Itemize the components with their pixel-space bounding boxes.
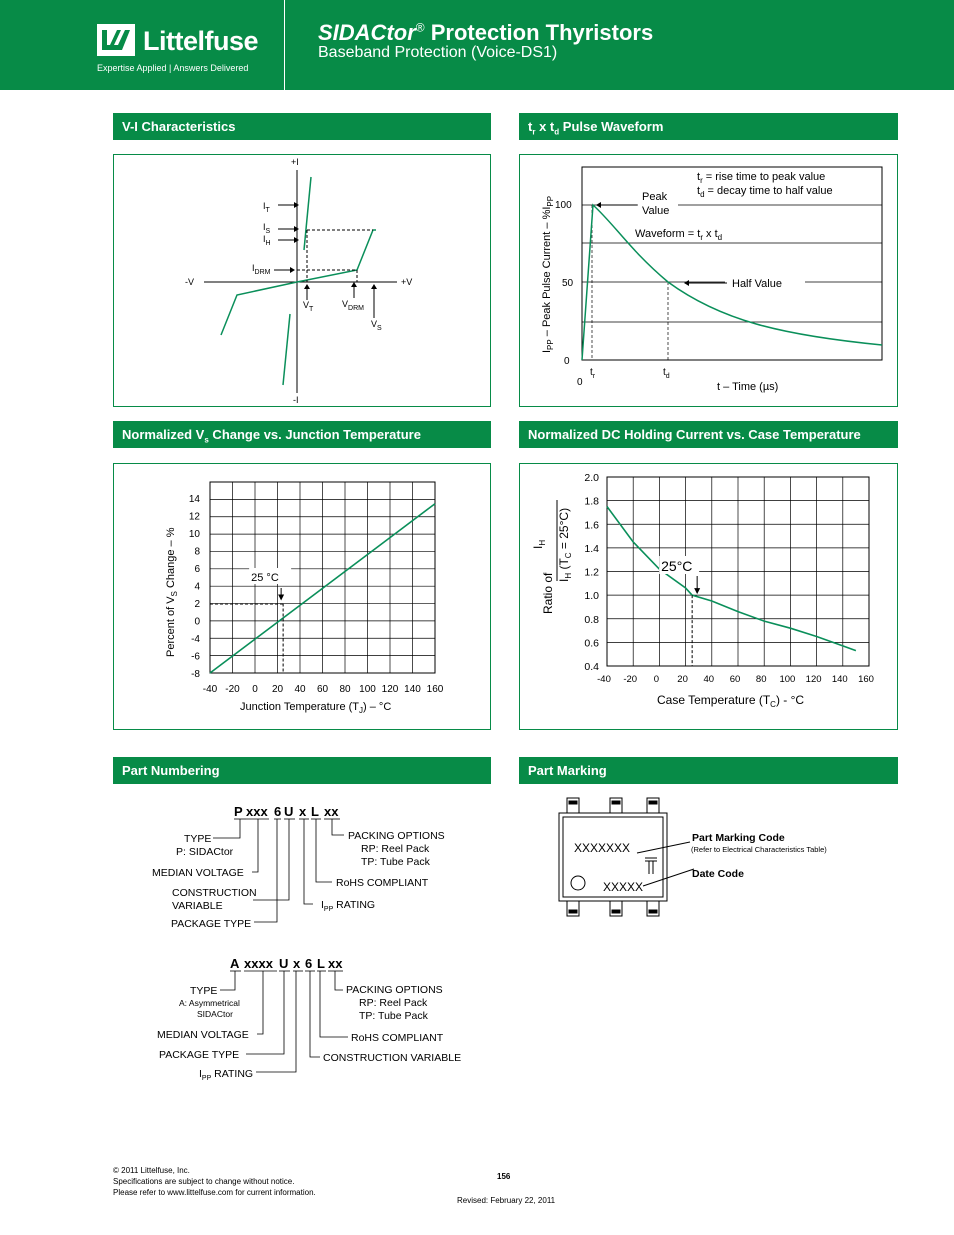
pn1-ipp-sub: PP xyxy=(323,906,334,913)
vi-minus-i: -I xyxy=(293,395,299,405)
registered-mark: ® xyxy=(415,20,425,35)
vs-xtick-label: 160 xyxy=(426,684,444,695)
pn2-rohs-code: L xyxy=(317,956,325,971)
footer-copyright: © 2011 Littelfuse, Inc. xyxy=(113,1166,190,1175)
hold-ytick-label: 1.8 xyxy=(584,495,599,508)
vs-xlabel-rest: ) – °C xyxy=(363,701,392,713)
hold-ylabel-den-rest: (T xyxy=(557,558,571,573)
vs-ylabel-sub: S xyxy=(170,591,179,597)
pulse-waveform-sub-r: r xyxy=(700,233,703,242)
hold-xtick-label: 100 xyxy=(779,674,796,685)
hold-ytick-label: 1.6 xyxy=(584,519,599,532)
vi-panel xyxy=(113,154,491,407)
pn1-packing-label: PACKING OPTIONS xyxy=(348,830,445,842)
pulse-sub-d: d xyxy=(554,127,560,137)
hold-ylabel-num xyxy=(531,540,547,549)
pn1-rp: RP: Reel Pack xyxy=(361,843,430,855)
pn1-voltage-code: xxx xyxy=(246,804,268,819)
hold-xtick-label: 20 xyxy=(677,674,688,685)
pulse-ytick-50: 50 xyxy=(562,278,574,289)
pulse-legend-2 xyxy=(697,185,833,199)
pulse-t: t xyxy=(528,119,533,134)
vs-xtick-label: 40 xyxy=(294,684,306,695)
pn2-ipp-i: I xyxy=(199,1068,202,1080)
title-italic: SIDACtor xyxy=(318,20,416,45)
vs-sub: s xyxy=(204,435,209,445)
hold-chart xyxy=(520,464,897,729)
hold-ylabel-den-c: C xyxy=(564,552,573,559)
pn1-ipp-i: I xyxy=(321,899,324,911)
vs-ytick-label: 10 xyxy=(188,529,200,540)
vs-ref-arrowhead xyxy=(278,595,284,601)
pn1-package-label: PACKAGE TYPE xyxy=(171,918,252,930)
pulse-waveform xyxy=(635,228,722,242)
vs-ytick-label: 8 xyxy=(194,546,200,558)
hold-xtick-label: 80 xyxy=(755,674,767,685)
vs-ytick-label: 2 xyxy=(194,599,200,610)
vs-main: Normalized V xyxy=(122,427,205,442)
vi-idrm: I xyxy=(252,263,255,273)
pn1-construction-1: CONSTRUCTION xyxy=(172,887,257,899)
vs-xtick-label: 80 xyxy=(339,684,351,695)
vs-chart xyxy=(114,464,490,729)
vs-ytick-label: 14 xyxy=(188,494,200,505)
vi-diagram xyxy=(114,155,490,406)
vi-it-label xyxy=(263,201,271,214)
pulse-x-zero: 0 xyxy=(577,377,583,388)
hold-ylabel-den-end: = 25°C) xyxy=(557,507,571,553)
pn1-type-desc: P: SIDACtor xyxy=(176,846,234,858)
vs-xtick-label: 60 xyxy=(316,684,329,695)
pulse-ylabel xyxy=(541,196,555,353)
pn1-ipp-label xyxy=(321,899,375,913)
hold-series-line xyxy=(607,507,856,651)
section-header-pulse xyxy=(519,113,898,140)
vi-vdrm-label xyxy=(342,299,364,312)
pn1-construction-2: VARIABLE xyxy=(172,900,223,912)
vi-on-state-line-neg xyxy=(283,314,290,385)
pn2-packing-label: PACKING OPTIONS xyxy=(346,984,443,996)
vi-plus-v: +V xyxy=(401,277,413,287)
vi-vdrm: V xyxy=(342,299,349,309)
section-header-numbering: Part Numbering xyxy=(113,757,491,784)
vs-xtick-label: 0 xyxy=(252,684,258,695)
package-body xyxy=(559,798,667,916)
vs-xtick-label: 140 xyxy=(404,684,421,695)
vi-vt-sub: T xyxy=(309,306,314,313)
pn1-rohs-code: L xyxy=(311,804,319,819)
vi-plus-i: +I xyxy=(291,157,299,167)
footer-refer: Please refer to www.littelfuse.com for current information. xyxy=(113,1188,316,1197)
vs-ytick-label: -4 xyxy=(191,634,200,645)
pn2-type-code: A xyxy=(230,956,240,971)
pn1-type-code: P xyxy=(234,804,243,819)
hold-xlabel-rest: ) - °C xyxy=(775,693,805,707)
pulse-diagram xyxy=(520,155,897,406)
pulse-legend-1-t: t xyxy=(697,171,701,183)
marking-code-label: Part Marking Code xyxy=(692,832,785,844)
hold-ylabel-den-i: I xyxy=(557,578,571,582)
pn2-type-label: TYPE xyxy=(190,985,218,997)
vs-ytick-label: -8 xyxy=(191,669,200,680)
hold-ref-arrowhead xyxy=(694,588,700,594)
hold-ytick-label: 1.0 xyxy=(584,590,599,603)
vs-ylabel-rest: Change – % xyxy=(165,527,177,592)
section-header-vs xyxy=(113,421,491,448)
pn2-median-label: MEDIAN VOLTAGE xyxy=(157,1029,249,1041)
pn2-ipp-label xyxy=(199,1068,253,1082)
vs-ylabel-a: Percent of V xyxy=(165,596,177,657)
marking-date-label: Date Code xyxy=(692,868,744,880)
pn1-package-code: 6 xyxy=(274,804,282,819)
vi-vt: V xyxy=(303,300,310,310)
pn1-rohs-label: RoHS COMPLIANT xyxy=(336,877,429,889)
hold-ref-label: 25°C xyxy=(661,558,693,574)
pulse-legend-1-text: = rise time to peak value xyxy=(705,171,826,183)
section-header-marking: Part Marking xyxy=(519,757,898,784)
vs-xtick-label: 120 xyxy=(381,684,399,695)
vs-rest: Change vs. Junction Temperature xyxy=(208,427,421,442)
hold-xtick-label: 120 xyxy=(805,674,822,685)
vi-vs-sub: S xyxy=(377,325,382,332)
pn2-voltage-code: xxxx xyxy=(244,956,273,971)
pulse-panel xyxy=(519,154,898,407)
brand-tagline: Expertise Applied | Answers Delivered xyxy=(97,63,249,73)
littelfuse-logo-icon xyxy=(97,24,135,56)
pulse-ylabel-a: I xyxy=(541,349,553,353)
vi-vs-label xyxy=(371,319,382,332)
pulse-x: x t xyxy=(535,119,555,134)
vs-xtick-label: 20 xyxy=(271,684,284,695)
pulse-half-value: Half Value xyxy=(732,278,782,290)
vs-xlabel-a: Junction Temperature (T xyxy=(240,701,360,713)
vi-ih-label xyxy=(263,234,271,247)
pn2-construction-code: U xyxy=(279,956,289,971)
marking-date-text: XXXXX xyxy=(603,880,644,894)
vs-ytick-label: 6 xyxy=(194,564,200,575)
part-numbering-diagram xyxy=(113,790,491,1090)
pulse-tr-label xyxy=(590,367,596,380)
pulse-waveform-x: x t xyxy=(702,228,718,240)
section-header-hold: Normalized DC Holding Current vs. Case Temperature xyxy=(519,421,898,448)
hold-ylabel-h: H xyxy=(538,539,547,546)
pulse-ytick-0: 0 xyxy=(564,356,570,367)
pulse-legend-2-t: t xyxy=(697,185,701,197)
pulse-legend-1 xyxy=(697,171,825,185)
footer-notice: Specifications are subject to change without notice. xyxy=(113,1177,295,1186)
vi-minus-v: -V xyxy=(185,277,194,287)
vs-xlabel-sub: J xyxy=(359,706,364,715)
hold-ylabel-ratio: Ratio of xyxy=(541,572,555,614)
vs-xtick-label: 100 xyxy=(359,684,376,695)
pulse-sub-r: r xyxy=(532,127,536,137)
part-marking-diagram xyxy=(519,790,898,920)
pulse-waveform-a: Waveform = t xyxy=(635,228,701,240)
pulse-value: Value xyxy=(642,205,670,217)
pn2-ipp-code: x xyxy=(293,956,301,971)
hold-panel xyxy=(519,463,898,730)
pulse-tr-sub: r xyxy=(592,373,596,380)
pn1-packing-code: xx xyxy=(324,804,339,819)
vi-ih: I xyxy=(263,234,266,244)
pn2-type-desc-1: A: Asymmetrical xyxy=(179,998,240,1008)
pn2-construction-label: CONSTRUCTION VARIABLE xyxy=(323,1052,462,1064)
revision-date: Revised: February 22, 2011 xyxy=(457,1196,556,1205)
hold-ytick-label: 2.0 xyxy=(584,472,599,484)
marking-code-note: (Refer to Electrical Characteristics Table) xyxy=(691,845,827,854)
pn1-ipp-rest: RATING xyxy=(333,899,376,911)
hold-ytick-label: 1.4 xyxy=(584,542,599,555)
pn2-package-label: PACKAGE TYPE xyxy=(159,1049,240,1061)
pulse-td-label xyxy=(663,367,670,380)
pulse-peak: Peak xyxy=(642,191,668,203)
pulse-ytick-100: 100 xyxy=(555,200,572,211)
hold-ylabel-den xyxy=(557,508,573,582)
pulse-ylabel-a-sub: PP xyxy=(546,339,555,350)
pulse-waveform-sub-d: d xyxy=(717,233,723,242)
pulse-tr: t xyxy=(590,367,593,378)
vi-it-sub: T xyxy=(265,207,270,214)
vs-ytick-label: -6 xyxy=(191,651,200,663)
vs-ytick-label: 4 xyxy=(194,581,200,593)
pulse-ylabel-b: – Peak Pulse Current – %I xyxy=(541,206,553,340)
vi-it: I xyxy=(263,201,266,211)
hold-xtick-label: 60 xyxy=(729,674,741,685)
vi-ih-sub: H xyxy=(265,240,271,247)
pn2-tp: TP: Tube Pack xyxy=(359,1010,428,1022)
vi-on-state-line xyxy=(304,177,311,250)
hold-ytick-label: 1.2 xyxy=(584,566,599,579)
pulse-legend-1-sub: r xyxy=(700,176,703,185)
pulse-td: t xyxy=(663,367,666,378)
pn2-package-code: 6 xyxy=(305,956,313,971)
vi-idrm-sub: DRM xyxy=(254,269,271,276)
marking-code-text: XXXXXXX xyxy=(574,841,631,855)
pn1-median-label: MEDIAN VOLTAGE xyxy=(152,867,244,879)
title-rest: Protection Thyristors xyxy=(424,20,654,45)
pn2-type-desc-2: SIDACtor xyxy=(197,1009,233,1019)
hold-xtick-label: 40 xyxy=(703,674,715,685)
logo-area xyxy=(0,0,285,90)
pn2-packing-code: xx xyxy=(328,956,343,971)
pulse-legend-2-text: = decay time to half value xyxy=(707,185,833,197)
page-header xyxy=(0,0,954,90)
hold-ytick-label: 0.8 xyxy=(584,613,599,626)
hold-xtick-label: -40 xyxy=(597,674,611,685)
pin1-indicator xyxy=(571,876,585,890)
pn2-ipp-rest: RATING xyxy=(211,1068,254,1080)
vs-ytick-label: 0 xyxy=(194,616,200,628)
hold-xtick-label: 160 xyxy=(858,674,874,685)
pn2-rp: RP: Reel Pack xyxy=(359,997,428,1009)
vs-ref-label: 25 °C xyxy=(251,572,279,584)
pulse-rest: Pulse Waveform xyxy=(559,119,664,134)
vs-ytick-label: 12 xyxy=(188,511,200,523)
hold-ylabel-ih: I xyxy=(531,545,545,549)
pulse-td-sub: d xyxy=(665,373,670,380)
vs-xtick-label: -20 xyxy=(225,684,240,695)
pn2-ipp-sub: PP xyxy=(201,1075,212,1082)
hold-xlabel-sub: C xyxy=(770,700,776,709)
footer-legal xyxy=(113,1165,316,1198)
page-title xyxy=(318,20,653,46)
hold-xlabel-a: Case Temperature (T xyxy=(657,693,771,707)
pulse-legend-2-sub: d xyxy=(700,190,705,199)
vi-vs: V xyxy=(371,319,378,329)
pn1-construction-code: U xyxy=(284,804,294,819)
vs-ylabel xyxy=(165,527,179,657)
pulse-xlabel: t – Time (µs) xyxy=(717,381,779,393)
vi-is: I xyxy=(263,222,266,232)
pn2-rohs-label: RoHS COMPLIANT xyxy=(351,1032,444,1044)
vs-xlabel xyxy=(240,701,391,715)
vi-idrm-label xyxy=(252,263,271,276)
hold-ytick-label: 0.4 xyxy=(584,661,599,673)
vi-curve-positive xyxy=(297,230,376,282)
hold-ytick-label: 0.6 xyxy=(584,637,599,650)
page-subtitle: Baseband Protection (Voice-DS1) xyxy=(318,44,558,61)
pulse-ylabel-b-sub: PP xyxy=(546,195,555,207)
hold-xtick-label: -20 xyxy=(623,674,638,685)
vs-xtick-label: -40 xyxy=(202,684,218,695)
hold-xtick-label: 140 xyxy=(831,674,848,685)
pn1-ipp-code: x xyxy=(299,804,307,819)
vs-panel xyxy=(113,463,491,730)
vi-vdrm-sub: DRM xyxy=(348,305,364,312)
pn1-tp: TP: Tube Pack xyxy=(361,856,430,868)
page-number: 156 xyxy=(497,1172,511,1181)
hold-xtick-label: 0 xyxy=(653,674,660,685)
brand-name: Littelfuse xyxy=(143,26,259,56)
section-header-vi: V-I Characteristics xyxy=(113,113,491,140)
vi-is-sub: S xyxy=(265,228,271,235)
hold-xlabel xyxy=(657,693,804,709)
hold-ylabel-den-h: H xyxy=(564,572,573,579)
vi-curve-negative xyxy=(221,282,297,335)
pn1-type-label: TYPE xyxy=(184,833,212,845)
vi-vt-label xyxy=(303,300,314,313)
